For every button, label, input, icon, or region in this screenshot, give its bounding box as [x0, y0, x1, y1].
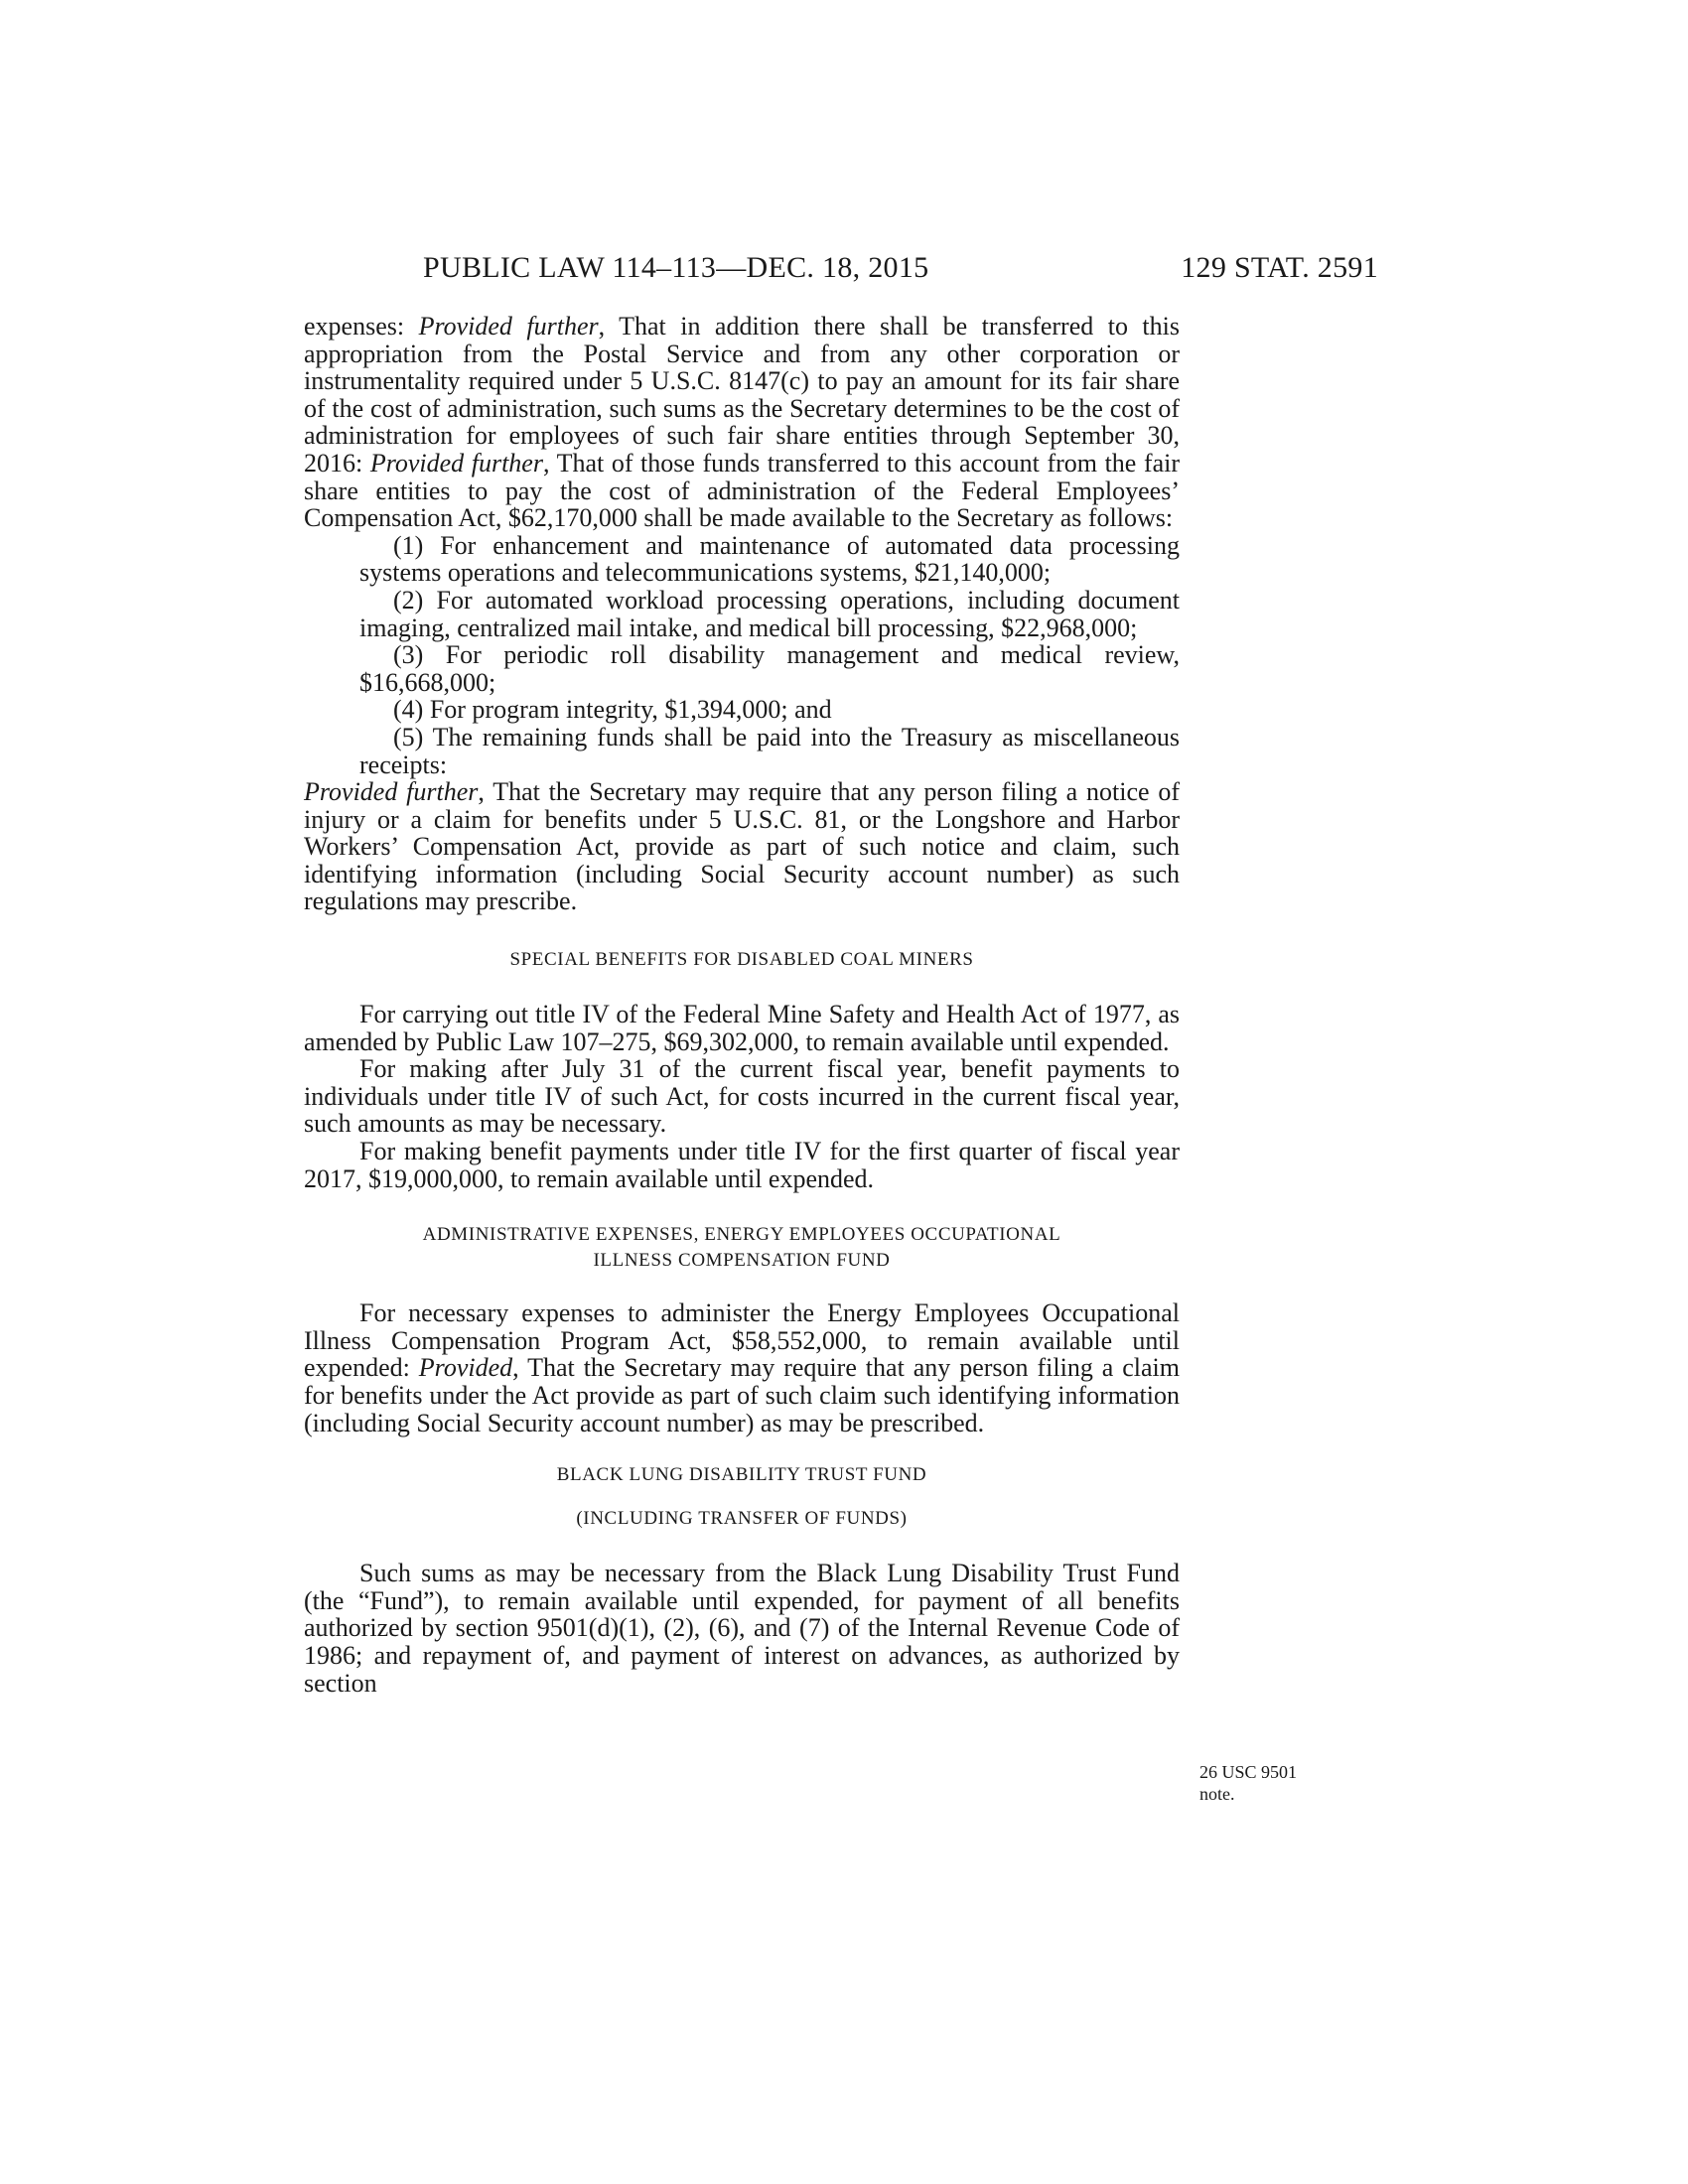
section-heading-black-lung: BLACK LUNG DISABILITY TRUST FUND — [556, 1464, 927, 1486]
paragraph-coal-3: For making benefit payments under title IV for the first quarter of fiscal year 2017, $19,000,000, to remain available until expended. — [304, 1137, 1180, 1193]
italic-proviso: Provided further — [304, 777, 479, 807]
list-item: (3) For periodic roll disability management and medical review, $16,668,000; — [359, 640, 1180, 697]
text-run: , That the Secretary may require that any person filing a notice of injury or a claim for benefits under 5 U.S.C. 81, or the Longshore and Harbor Workers’ Compensation Act, provide as part of such notice and claim, such identifying information (including Social Security account number) as such regulations may prescribe. — [304, 777, 1180, 916]
margin-note-line: 26 USC 9501 — [1199, 1762, 1298, 1782]
running-title: PUBLIC LAW 114–113—DEC. 18, 2015 — [423, 251, 929, 284]
section-subheading-transfer: (INCLUDING TRANSFER OF FUNDS) — [576, 1508, 908, 1530]
text-run: For necessary expenses to administer the Energy Employees Occupational Illness Compensation Program Act, $58,552,000, to remain available until expended: — [304, 1298, 1180, 1383]
list-item: (4) For program integrity, $1,394,000; and — [393, 695, 832, 725]
statute-page-number: 129 STAT. 2591 — [1181, 251, 1378, 284]
list-item: (2) For automated workload processing operations, including document imaging, centralized mail intake, and medical bill processing, $22,968,000; — [359, 585, 1180, 642]
text-run: expenses: — [304, 312, 419, 341]
margin-note-line: note. — [1199, 1784, 1235, 1804]
page-body — [304, 313, 1180, 1697]
list-item: (5) The remaining funds shall be paid into the Treasury as miscellaneous receipts: — [359, 722, 1180, 779]
heading-line: ADMINISTRATIVE EXPENSES, ENERGY EMPLOYEES OCCUPATIONAL — [422, 1224, 1061, 1246]
text-run: , That the Secretary may require that any person filing a claim for benefits under the Act provide as part of such claim such identifying information (including Social Security account number) as may be prescribed. — [304, 1353, 1181, 1437]
section-heading-coal-miners: SPECIAL BENEFITS FOR DISABLED COAL MINERS — [509, 949, 974, 971]
paragraph-identifying-info — [304, 778, 1180, 915]
italic-proviso: Provided — [418, 1353, 513, 1383]
page-header — [304, 251, 1378, 291]
italic-proviso: Provided further — [369, 448, 543, 478]
paragraph-fair-share — [304, 313, 1180, 532]
paragraph-coal-2: For making after July 31 of the current fiscal year, benefit payments to individuals under title IV of such Act, for costs incurred in the current fiscal year, such amounts as may be necessary. — [304, 1054, 1180, 1139]
paragraph-coal-1: For carrying out title IV of the Federal Mine Safety and Health Act of 1977, as amended by Public Law 107–275, $69,302,000, to remain available until expended. — [304, 1000, 1180, 1056]
paragraph-black-lung: Such sums as may be necessary from the Black Lung Disability Trust Fund (the “Fund”), to remain available until expended, for payment of all benefits authorized by section 9501(d)(1), (2), (6), and (7) of the Internal Revenue Code of 1986; and repayment of, and payment of interest on advances, as authorized by section — [304, 1559, 1180, 1698]
margin-note-usc — [1199, 1761, 1348, 1805]
paragraph-energy-employees — [304, 1299, 1180, 1436]
italic-proviso: Provided further — [418, 312, 599, 341]
text-run: , That in addition there shall be transferred to this appropriation from the Postal Service and from any other corporation or instrumentality required under 5 U.S.C. 8147(c) to pay an amount for its fair share of the cost of administration, such sums as the Secretary determines to be the cost of administration for employees of such fair share entities through September 30, 2016: — [304, 312, 1180, 478]
text-run: , That of those funds transferred to this account from the fair share entities to pay the cost of administration of the Federal Employees’ Compensation Act, $62,170,000 shall be made available to the Secretary as follows: — [304, 448, 1180, 533]
heading-line: ILLNESS COMPENSATION FUND — [593, 1250, 891, 1272]
section-heading-energy-employees — [304, 1222, 1180, 1274]
list-item: (1) For enhancement and maintenance of automated data processing systems operations and telecommunications systems, $21,140,000; — [359, 530, 1180, 588]
